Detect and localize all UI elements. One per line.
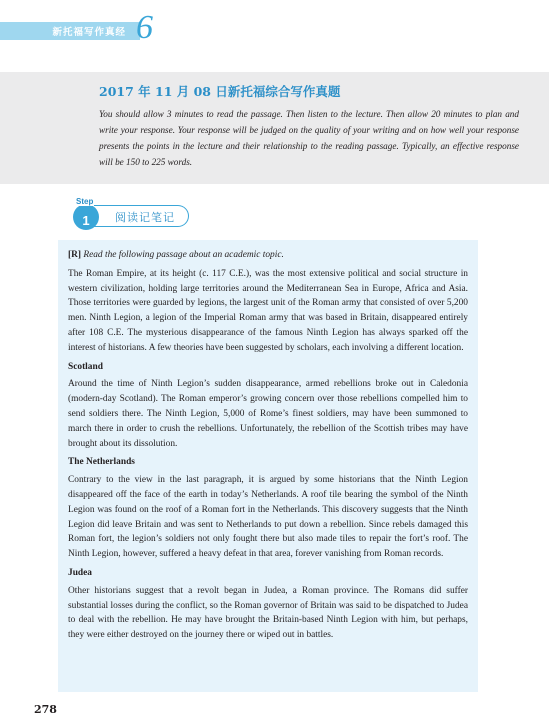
step-badge bbox=[73, 197, 193, 232]
running-header-title: 新托福写作真经 bbox=[52, 27, 126, 38]
passage-prompt-text: Read the following passage about an academic topic. bbox=[83, 250, 284, 260]
section-heading-judea: Judea bbox=[68, 567, 92, 578]
section-heading-netherlands: The Netherlands bbox=[68, 457, 135, 468]
running-header-band bbox=[0, 22, 140, 40]
exam-title: 2017 年 11 月 08 日新托福综合写作真题 bbox=[99, 84, 341, 99]
passage-intro-paragraph: The Roman Empire, at its height (c. 117 C.E.), was the most extensive political and social structure in western civilization, holding large territories around the Mediterranean Sea in Europe, Africa and Asia. Those territories were guarded by legions, the largest unit of the Roman army that consisted of over 5,200 men. Ninth Legion, a legion of the Imperial Roman army that was based in Britain, disappeared entirely after 108 C.E. The mysterious disappearance of the famous Ninth Legion has always sparked off the interest of historians. A few theories have been suggested by scholars, each involving a different location. bbox=[68, 268, 468, 353]
exam-instructions: You should allow 3 minutes to read the passage. Then listen to the lecture. Then allow 20 minutes to plan and write your response. Your response will be judged on the quality of your writing and on how well your response presents the points in the lecture and their relationship to the reading passage. Typically, an effective response will be 150 to 225 words. bbox=[99, 109, 519, 167]
passage-tag: [R] bbox=[68, 250, 82, 260]
running-header-volume-number: 6 bbox=[136, 9, 153, 46]
step-number: 1 bbox=[82, 213, 90, 228]
section-paragraph-netherlands: Contrary to the view in the last paragraph, it is argued by some historians that the Ninth Legion disappeared off the face of the earth in today’s Netherlands. A roof tile bearing the symbol of the Ninth Legion was found on the roof of a Roman fort in the Netherlands. This discovery suggests that the Ninth Legion did leave Britain and was sent to Netherlands to put down a rebellion. Since rebels damaged this Roman fort, the legion’s soldiers not only fought there but also made tiles to repair the fort’s roof. The Ninth Legion, however, suffered a heavy defeat in that area, forever vanishing from Roman records. bbox=[68, 475, 468, 560]
step-number-circle bbox=[73, 204, 99, 230]
passage-prompt bbox=[68, 248, 468, 263]
step-label: 阅读记笔记 bbox=[115, 211, 175, 224]
reading-passage bbox=[58, 240, 478, 692]
section-heading-scotland: Scotland bbox=[68, 361, 103, 372]
section-paragraph-scotland: Around the time of Ninth Legion’s sudden disappearance, armed rebellions broke out in Caledonia (modern-day Scotland). The Roman emperor’s growing concern over those rebellions compelled him to send soldiers there. The Ninth Legion, 5,000 of Rome’s finest soldiers, may have been summoned to march there in order to crush the rebellions. Unfortunately, the rebellion of the Scottish tribes may have brought about its dissolution. bbox=[68, 379, 468, 449]
step-word: Step bbox=[76, 197, 94, 206]
page-number: 278 bbox=[34, 703, 57, 716]
intro-box bbox=[0, 72, 549, 184]
section-paragraph-judea: Other historians suggest that a revolt began in Judea, a Roman province. The Romans did suffer substantial losses during the conflict, so the Roman governor of Britain was said to be dispatched to Judea to deal with the rebellion. He may have brought the Britain-based Ninth Legion with him, but perhaps, they were either destroyed on the journey there or wiped out in battles. bbox=[68, 585, 468, 641]
